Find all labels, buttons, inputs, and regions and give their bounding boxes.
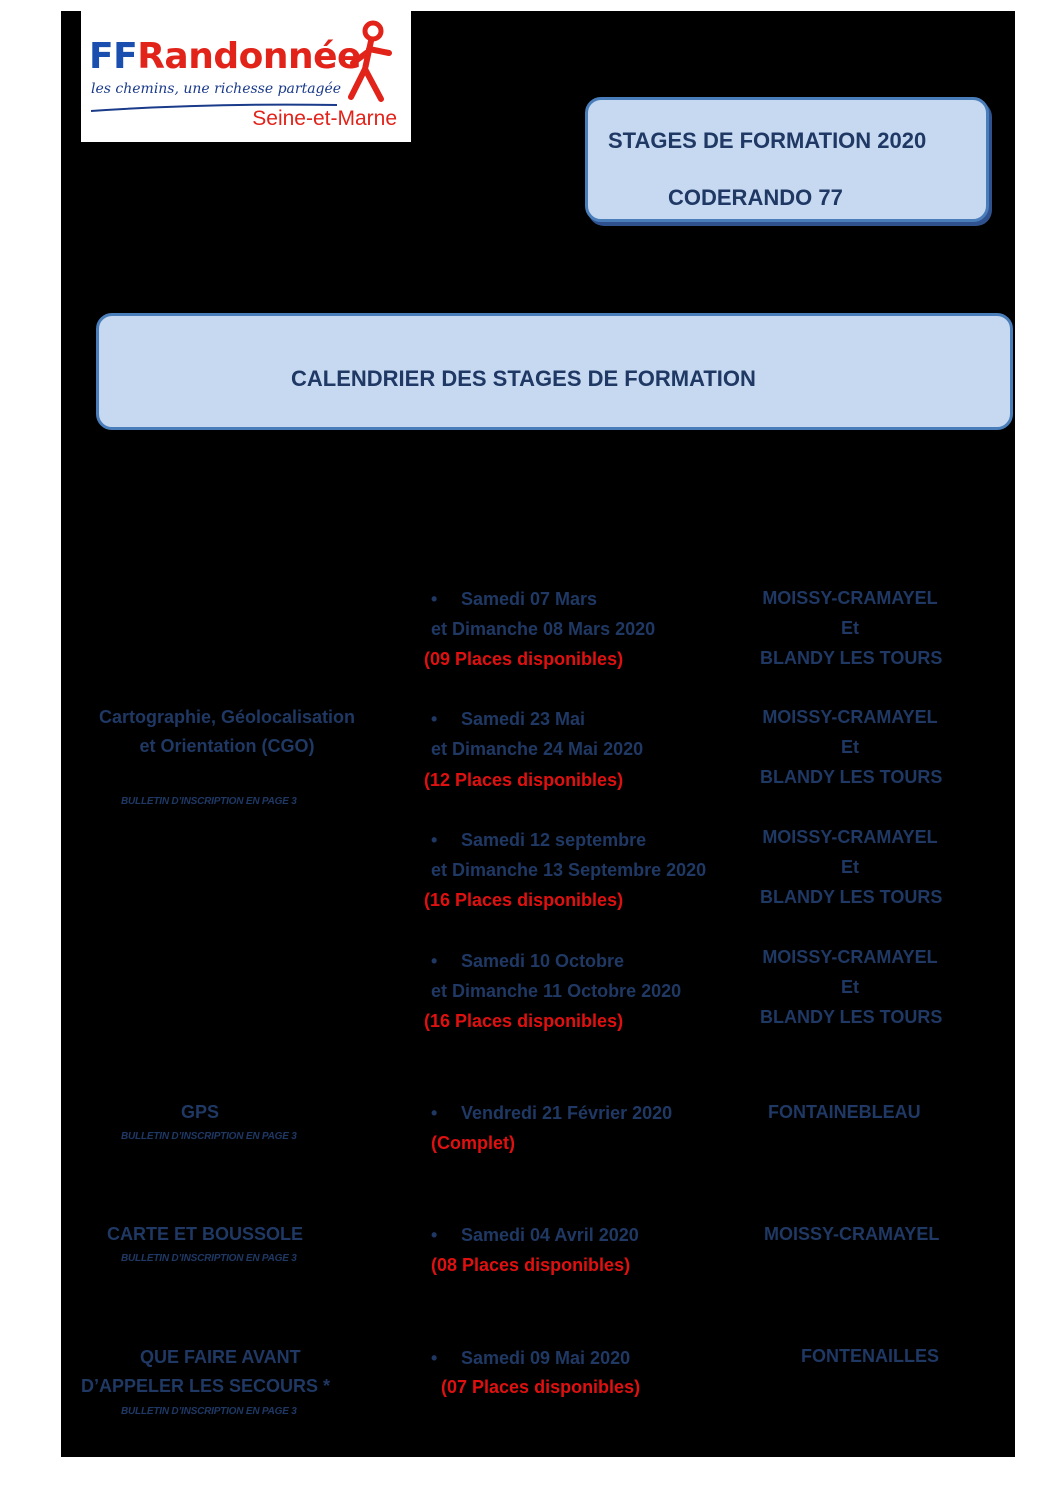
registration-note: BULLETIN D’INSCRIPTION EN PAGE 3 (121, 1253, 297, 1264)
course-name-secours-line1: QUE FAIRE AVANT (140, 1347, 301, 1367)
session-date-end: et Dimanche 13 Septembre 2020 (431, 860, 707, 880)
logo-brand: FFRandonnée (89, 36, 361, 77)
session-location: MOISSY-CRAMAYEL Et BLANDY LES TOURS (760, 947, 943, 1027)
bullet-icon: • (431, 1348, 438, 1368)
bullet-icon: • (431, 1225, 438, 1245)
session-places: (12 Places disponibles) (424, 770, 624, 790)
session-location: MOISSY-CRAMAYEL Et BLANDY LES TOURS (760, 827, 943, 907)
session-places: (Complet) (431, 1133, 515, 1153)
session-date-end: et Dimanche 08 Mars 2020 (431, 619, 656, 639)
session-location: FONTENAILLES (801, 1346, 939, 1366)
session-date-start: • Samedi 07 Mars (431, 589, 598, 609)
logo-region: Seine-et-Marne (252, 107, 397, 130)
session-date-start: • Samedi 09 Mai 2020 (431, 1348, 631, 1368)
bullet-icon: • (431, 1103, 438, 1123)
logo-tagline: les chemins, une richesse partagée (91, 81, 342, 97)
session-date-start: • Samedi 10 Octobre (431, 951, 625, 971)
course-name-cgo: Cartographie, Géolocalisation et Orientation (CGO) (98, 707, 356, 756)
session-date-end: et Dimanche 11 Octobre 2020 (431, 981, 682, 1001)
title-box (585, 97, 989, 222)
course-name-secours-line2: D’APPELER LES SECOURS * (81, 1376, 331, 1396)
bullet-icon: • (431, 830, 438, 850)
page-subtitle: CODERANDO 77 (668, 185, 843, 210)
course-name-carte-boussole: CARTE ET BOUSSOLE (107, 1224, 304, 1244)
session-date-start: • Samedi 04 Avril 2020 (431, 1225, 639, 1245)
hiker-icon (343, 19, 403, 109)
bullet-icon: • (431, 589, 438, 609)
calendar-title: CALENDRIER DES STAGES DE FORMATION (291, 366, 756, 391)
registration-note: BULLETIN D’INSCRIPTION EN PAGE 3 (121, 1131, 297, 1142)
calendar-heading-box (96, 313, 1013, 430)
session-places: (16 Places disponibles) (424, 890, 624, 910)
session-location: FONTAINEBLEAU (768, 1102, 921, 1122)
session-places: (07 Places disponibles) (441, 1377, 641, 1397)
page-title: STAGES DE FORMATION 2020 (608, 128, 927, 153)
ffrandonnee-logo (81, 11, 411, 142)
session-date-start: • Samedi 23 Mai (431, 709, 586, 729)
registration-note: BULLETIN D’INSCRIPTION EN PAGE 3 (121, 796, 297, 807)
session-places: (16 Places disponibles) (424, 1011, 624, 1031)
session-places: (08 Places disponibles) (431, 1255, 631, 1275)
registration-note: BULLETIN D’INSCRIPTION EN PAGE 3 (121, 1406, 297, 1417)
session-date-start: • Vendredi 21 Février 2020 (431, 1103, 673, 1123)
session-places: (09 Places disponibles) (424, 649, 624, 669)
bullet-icon: • (431, 951, 438, 971)
session-date-end: et Dimanche 24 Mai 2020 (431, 739, 644, 759)
course-name-gps: GPS (181, 1102, 220, 1122)
session-location: MOISSY-CRAMAYEL Et BLANDY LES TOURS (760, 707, 943, 787)
session-location: MOISSY-CRAMAYEL (764, 1224, 940, 1244)
session-date-start: • Samedi 12 septembre (431, 830, 647, 850)
session-location: MOISSY-CRAMAYEL Et BLANDY LES TOURS (760, 588, 943, 668)
bullet-icon: • (431, 709, 438, 729)
